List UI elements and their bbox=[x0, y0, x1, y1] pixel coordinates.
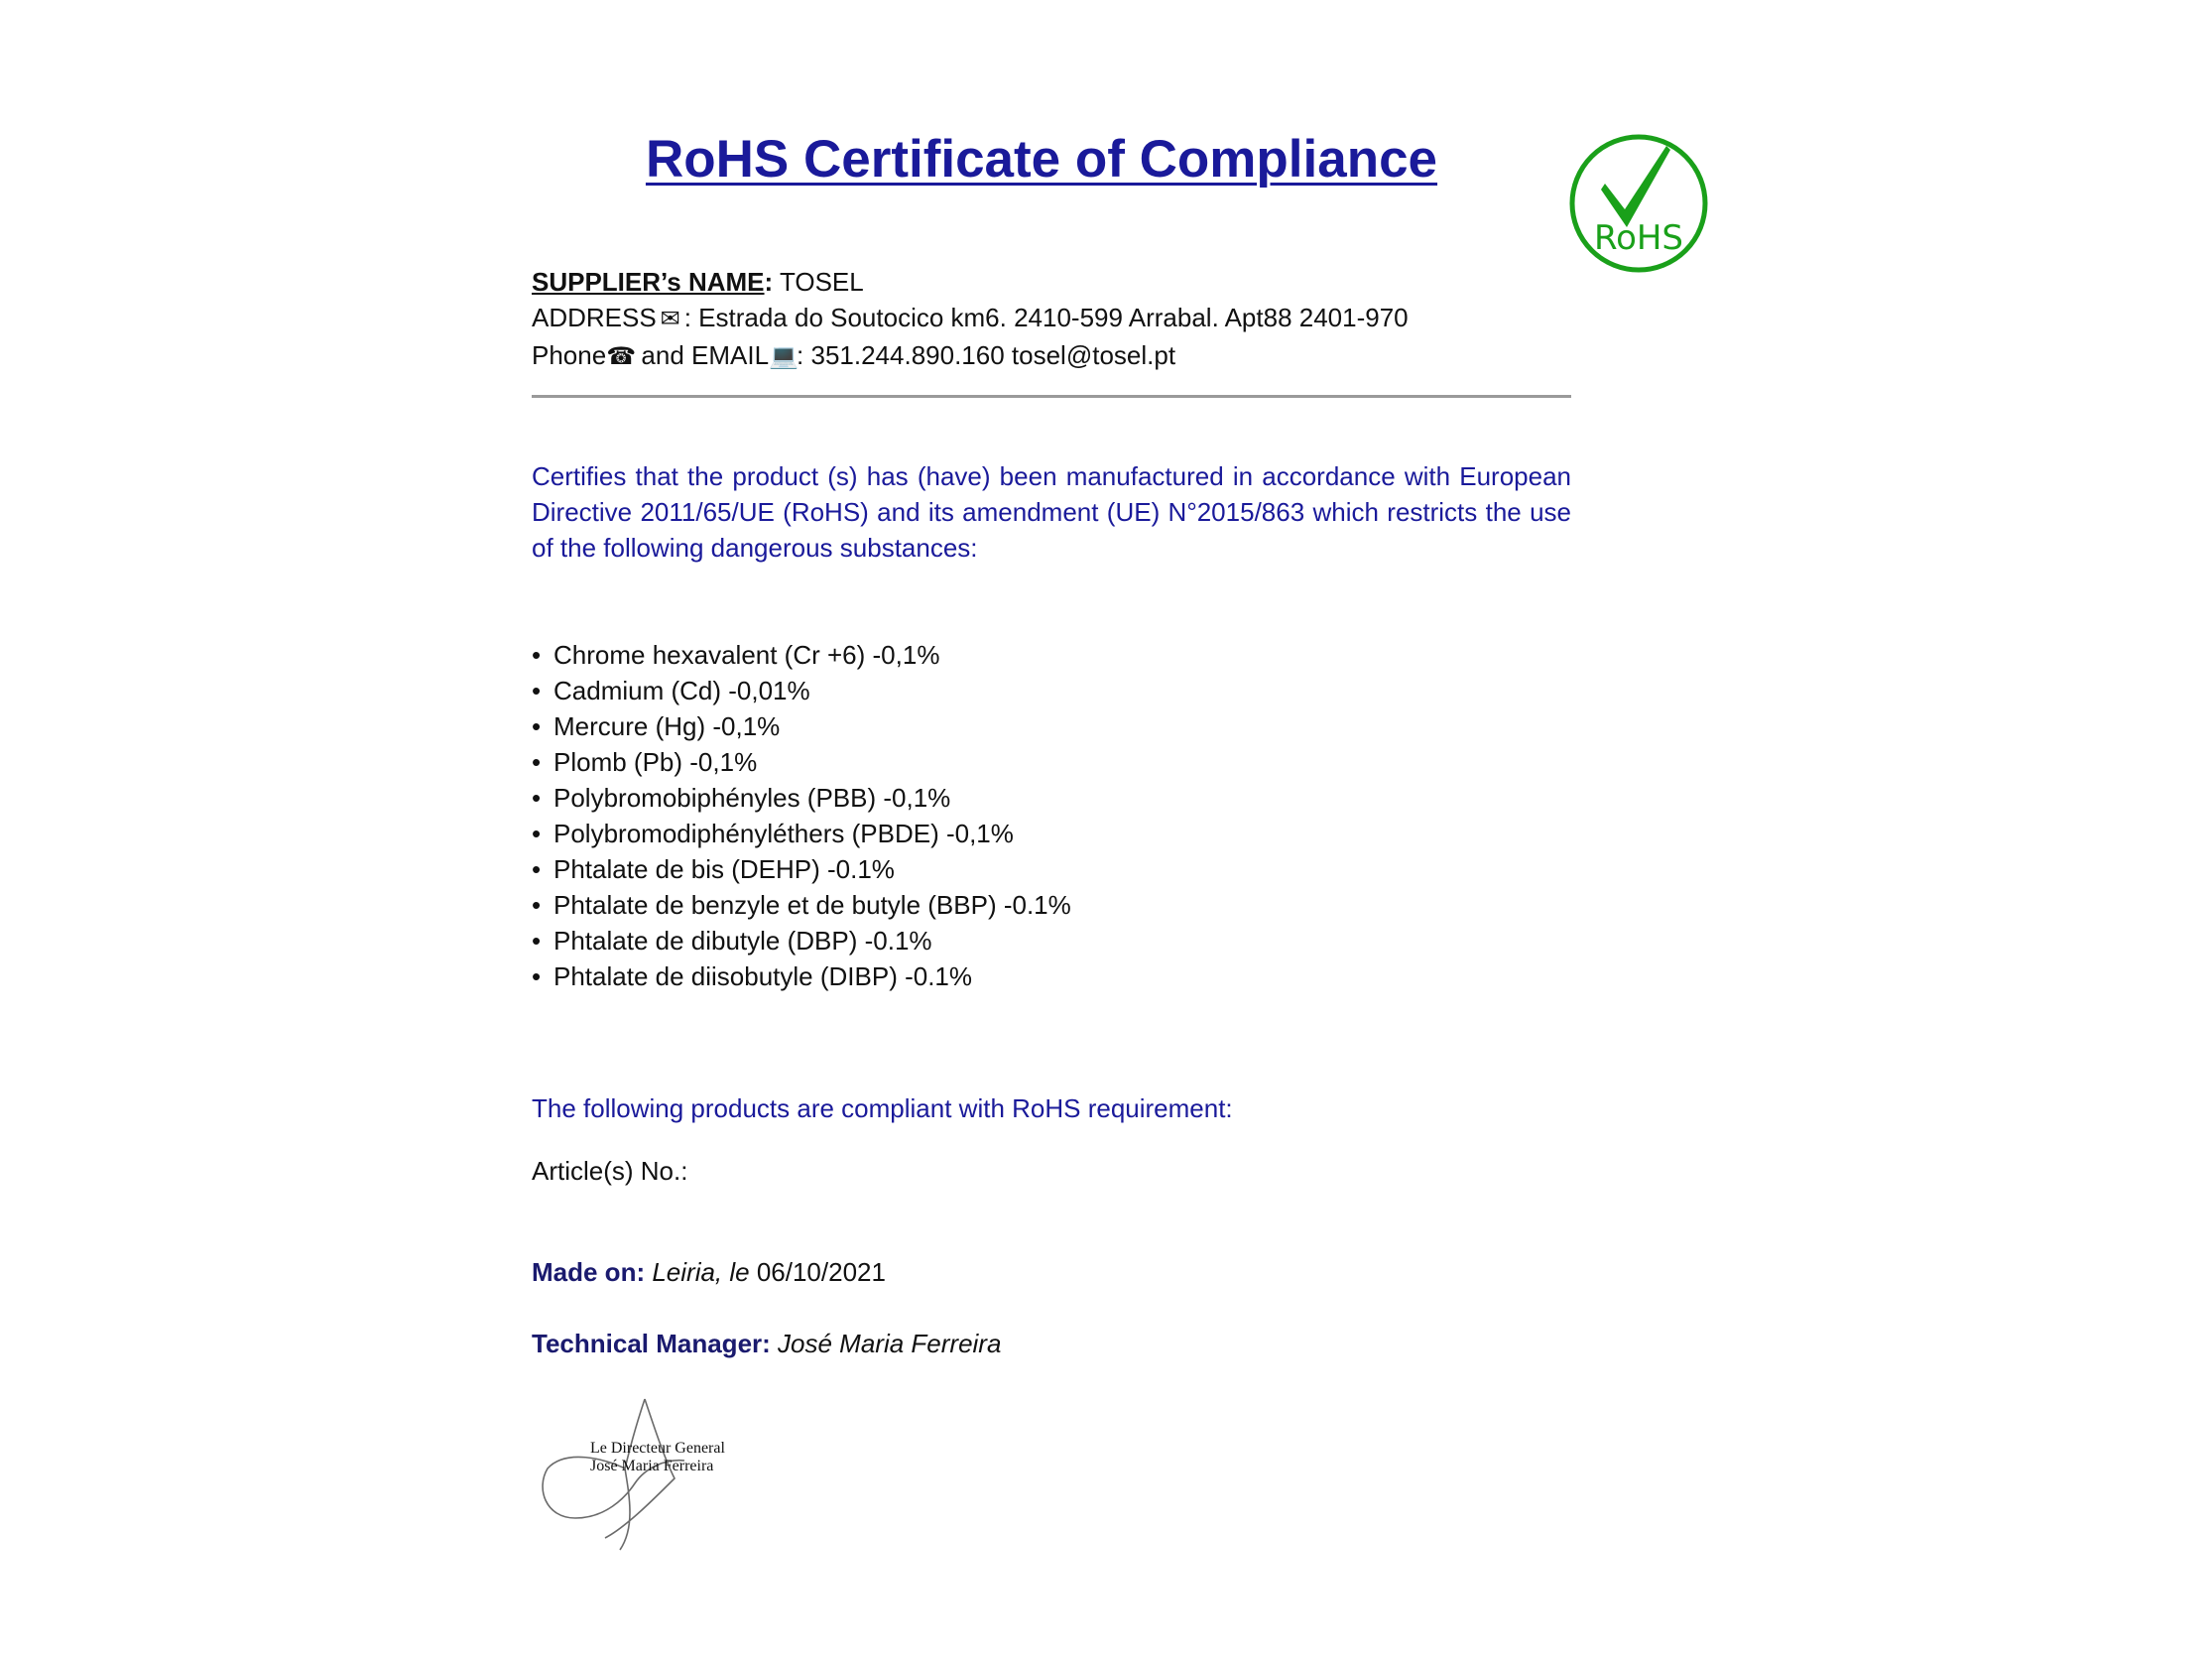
certificate-title: RoHS Certificate of Compliance bbox=[645, 130, 1438, 189]
substances-list bbox=[532, 637, 1071, 994]
signature-line-1: Le Directeur General bbox=[590, 1440, 725, 1457]
supplier-address-line bbox=[532, 300, 1409, 337]
address-label: ADDRESS bbox=[532, 303, 657, 332]
telephone-icon: ☎ bbox=[606, 343, 637, 370]
list-item: • Plomb (Pb) -0,1% bbox=[532, 744, 1071, 780]
signature-scribble bbox=[543, 1399, 684, 1550]
supplier-block bbox=[532, 264, 1409, 375]
list-item: • Polybromodiphényléthers (PBDE) -0,1% bbox=[532, 816, 1071, 851]
phone-label: Phone bbox=[532, 340, 607, 370]
made-on-place: Leiria, le bbox=[645, 1257, 750, 1287]
list-item: • Mercure (Hg) -0,1% bbox=[532, 708, 1071, 744]
list-item: • Phtalate de bis (DEHP) -0.1% bbox=[532, 851, 1071, 887]
list-item: • Phtalate de benzyle et de butyle (BBP) -0.1% bbox=[532, 887, 1071, 923]
address-value: : Estrada do Soutocico km6. 2410-599 Arrabal. Apt88 2401-970 bbox=[683, 303, 1409, 332]
technical-manager-line bbox=[532, 1326, 1001, 1361]
list-item: • Chrome hexavalent (Cr +6) -0,1% bbox=[532, 637, 1071, 673]
separator-line bbox=[532, 395, 1571, 398]
rohs-badge-icon bbox=[1567, 132, 1710, 275]
technical-manager-label: Technical Manager: bbox=[532, 1329, 771, 1358]
and-email-label: and EMAIL bbox=[634, 340, 770, 370]
list-item: • Phtalate de dibutyle (DBP) -0.1% bbox=[532, 923, 1071, 958]
supplier-name-line bbox=[532, 264, 1409, 300]
list-item: • Cadmium (Cd) -0,01% bbox=[532, 673, 1071, 708]
supplier-contact-line bbox=[532, 337, 1409, 375]
supplier-name-label: SUPPLIER’s NAME bbox=[532, 267, 765, 297]
made-on-label: Made on: bbox=[532, 1257, 646, 1287]
list-item: • Polybromobiphényles (PBB) -0,1% bbox=[532, 780, 1071, 816]
rohs-badge-label: RoHS bbox=[1593, 218, 1684, 258]
made-on-line bbox=[532, 1254, 886, 1290]
envelope-icon: ✉ bbox=[660, 306, 680, 332]
article-number-label: Article(s) No.: bbox=[532, 1156, 688, 1186]
list-item: • Phtalate de diisobutyle (DIBP) -0.1% bbox=[532, 958, 1071, 994]
contact-value: : 351.244.890.160 tosel@tosel.pt bbox=[797, 340, 1176, 370]
supplier-name-value: TOSEL bbox=[773, 267, 864, 297]
check-icon bbox=[1601, 146, 1670, 227]
supplier-name-colon: : bbox=[764, 267, 774, 297]
certifies-paragraph: Certifies that the product (s) has (have) been manufactured in accordance with European Directive 2011/65/UE (RoHS) and its amendment (UE) N°2015/863 which restricts the use of the following dangerous substances: bbox=[532, 461, 1571, 563]
technical-manager-name: José Maria Ferreira bbox=[770, 1329, 1002, 1358]
compliant-statement: The following products are compliant with RoHS requirement: bbox=[532, 1093, 1233, 1123]
made-on-date: 06/10/2021 bbox=[749, 1257, 886, 1287]
signature-stamp bbox=[536, 1389, 754, 1553]
signature-line-2: José Maria Ferreira bbox=[590, 1458, 714, 1474]
computer-icon: 💻 bbox=[769, 343, 799, 370]
